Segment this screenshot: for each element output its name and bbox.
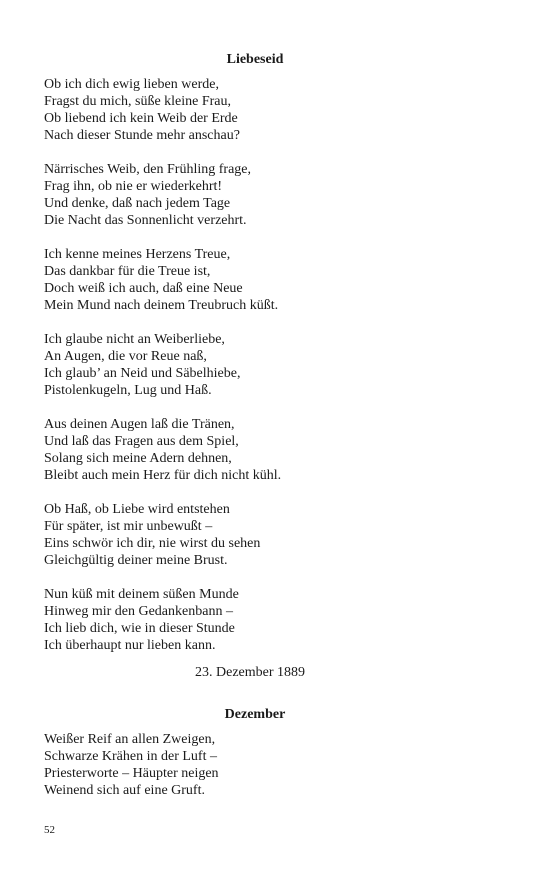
- poem-body: [44, 731, 504, 816]
- poem-title: Liebeseid: [226, 52, 284, 67]
- verse-line: Ob ich dich ewig lieben werde,: [44, 77, 219, 92]
- verse-line: Weinend sich auf eine Gruft.: [44, 783, 205, 798]
- verse-line: Nach dieser Stunde mehr anschau?: [44, 128, 240, 143]
- verse-line: Ich glaube nicht an Weiberliebe,: [44, 332, 225, 347]
- stanza: [44, 76, 504, 144]
- verse-line: Ich kenne meines Herzens Treue,: [44, 247, 231, 262]
- poem-title: Dezember: [224, 707, 286, 722]
- verse-line: Für später, ist mir unbewußt –: [44, 519, 213, 534]
- verse-line: Mein Mund nach deinem Treubruch küßt.: [44, 298, 279, 313]
- verse-line: Gleichgültig deiner meine Brust.: [44, 553, 228, 568]
- stanza: [44, 246, 504, 314]
- verse-line: Solang sich meine Adern dehnen,: [44, 451, 232, 466]
- verse-line: An Augen, die vor Reue naß,: [44, 349, 207, 364]
- stanza: [44, 331, 504, 399]
- poem-date: 23. Dezember 1889: [195, 665, 306, 680]
- verse-line: Fragst du mich, süße kleine Frau,: [44, 94, 232, 109]
- verse-line: Pistolenkugeln, Lug und Haß.: [44, 383, 212, 398]
- verse-line: Nun küß mit deinem süßen Munde: [44, 587, 239, 602]
- stanza: [44, 731, 504, 799]
- verse-line: Schwarze Krähen in der Luft –: [44, 749, 217, 764]
- verse-line: Ob Haß, ob Liebe wird entstehen: [44, 502, 230, 517]
- poem-body: [44, 76, 504, 671]
- stanza: [44, 501, 504, 569]
- page-number: 52: [44, 824, 55, 836]
- verse-line: Priesterworte – Häupter neigen: [44, 766, 219, 781]
- verse-line: Bleibt auch mein Herz für dich nicht kühl.: [44, 468, 282, 483]
- verse-line: Doch weiß ich auch, daß eine Neue: [44, 281, 243, 296]
- verse-line: Ob liebend ich kein Weib der Erde: [44, 111, 238, 126]
- verse-line: Die Nacht das Sonnenlicht verzehrt.: [44, 213, 247, 228]
- verse-line: Ich glaub’ an Neid und Säbelhiebe,: [44, 366, 241, 381]
- verse-line: Eins schwör ich dir, nie wirst du sehen: [44, 536, 261, 551]
- verse-line: Aus deinen Augen laß die Tränen,: [44, 417, 235, 432]
- verse-line: Das dankbar für die Treue ist,: [44, 264, 211, 279]
- verse-line: Und denke, daß nach jedem Tage: [44, 196, 231, 211]
- stanza: [44, 586, 504, 654]
- stanza: [44, 416, 504, 484]
- stanza: [44, 161, 504, 229]
- verse-line: Ich überhaupt nur lieben kann.: [44, 638, 216, 653]
- verse-line: Närrisches Weib, den Frühling frage,: [44, 162, 251, 177]
- verse-line: Und laß das Fragen aus dem Spiel,: [44, 434, 239, 449]
- verse-line: Ich lieb dich, wie in dieser Stunde: [44, 621, 235, 636]
- verse-line: Frag ihn, ob nie er wiederkehrt!: [44, 179, 223, 194]
- verse-line: Weißer Reif an allen Zweigen,: [44, 732, 216, 747]
- verse-line: Hinweg mir den Gedankenbann –: [44, 604, 233, 619]
